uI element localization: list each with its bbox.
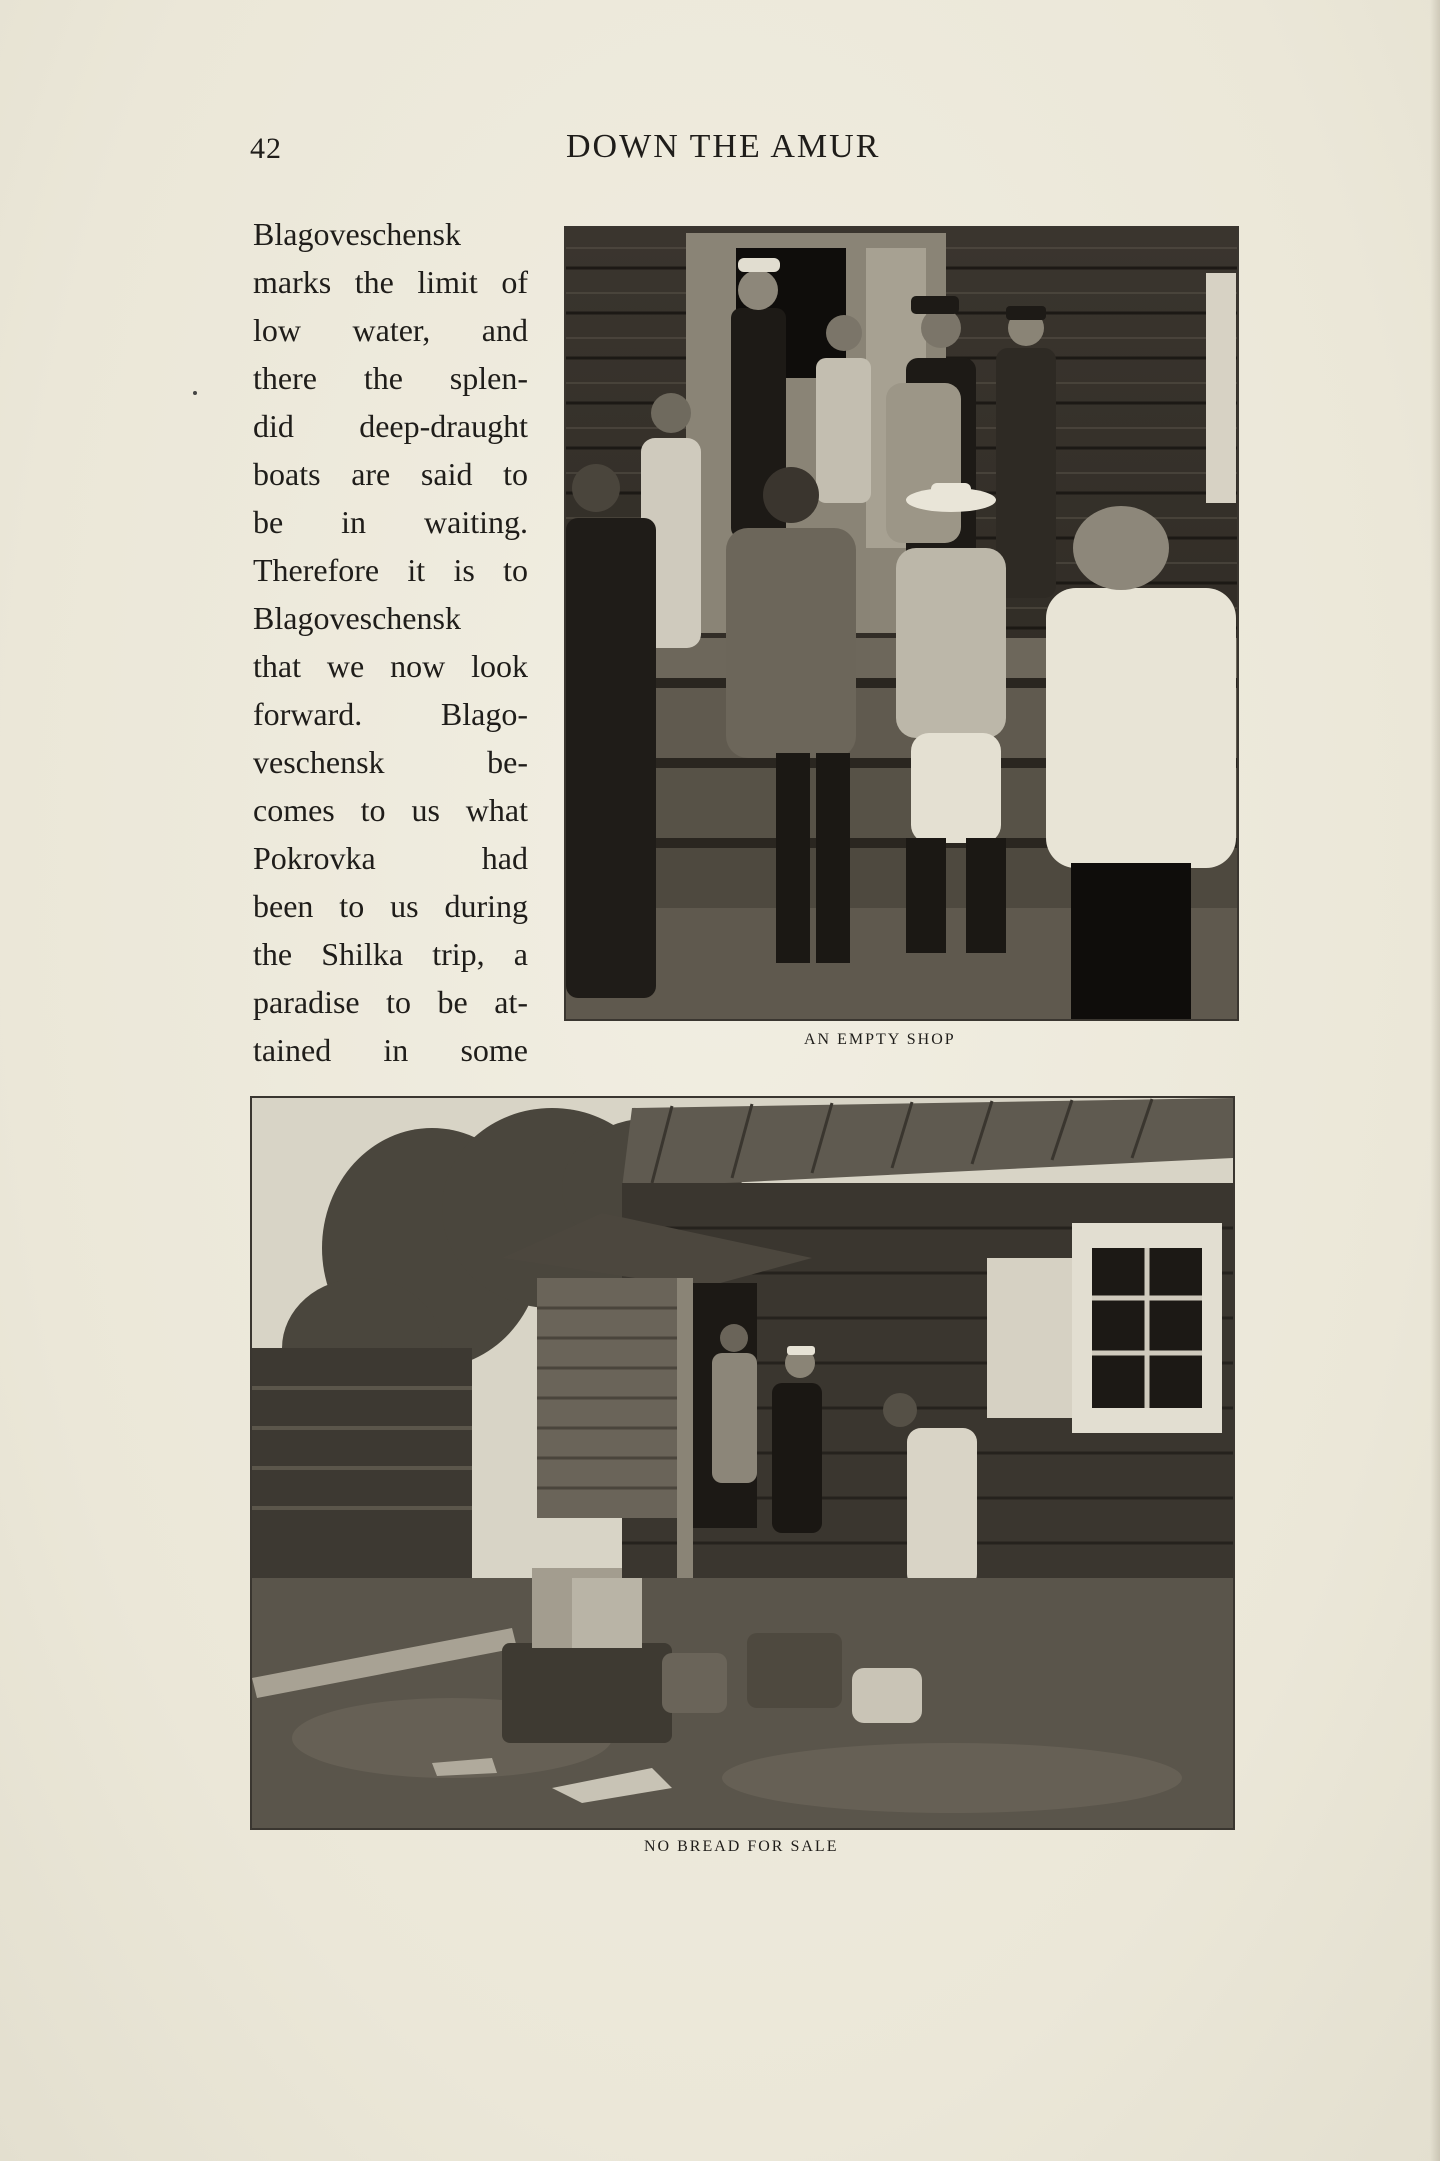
text-line: low water, and [253, 312, 528, 348]
photo-empty-shop [564, 226, 1239, 1021]
text-line: Pokrovka had [253, 840, 528, 876]
figure-caption: NO BREAD FOR SALE [644, 1838, 839, 1855]
text-line: did deep-draught [253, 408, 528, 444]
text-line: Blagoveschensk [253, 600, 461, 636]
body-paragraph [253, 210, 528, 1074]
margin-speck [193, 391, 197, 395]
text-line: been to us during [253, 888, 528, 924]
text-line: marks the limit of [253, 264, 528, 300]
text-line: be in waiting. [253, 504, 528, 540]
text-line: tained in some [253, 1032, 528, 1068]
text-line: Blagoveschensk [253, 216, 461, 252]
text-line: boats are said to [253, 456, 528, 492]
running-title: DOWN THE AMUR [566, 128, 881, 165]
photo-no-bread-illustration [252, 1098, 1233, 1828]
photo-no-bread-for-sale [250, 1096, 1235, 1830]
text-line: forward. Blago- [253, 696, 528, 732]
text-line: paradise to be at- [253, 984, 528, 1020]
text-line: that we now look [253, 648, 528, 684]
text-line: the Shilka trip, a [253, 936, 528, 972]
figure-caption: AN EMPTY SHOP [804, 1031, 956, 1048]
text-line: Therefore it is to [253, 552, 528, 588]
text-line: there the splen- [253, 360, 528, 396]
page-edge-shadow [1430, 0, 1440, 2161]
text-line: comes to us what [253, 792, 528, 828]
page-number: 42 [250, 132, 282, 165]
photo-empty-shop-illustration [566, 228, 1237, 1019]
text-line: veschensk be- [253, 744, 528, 780]
